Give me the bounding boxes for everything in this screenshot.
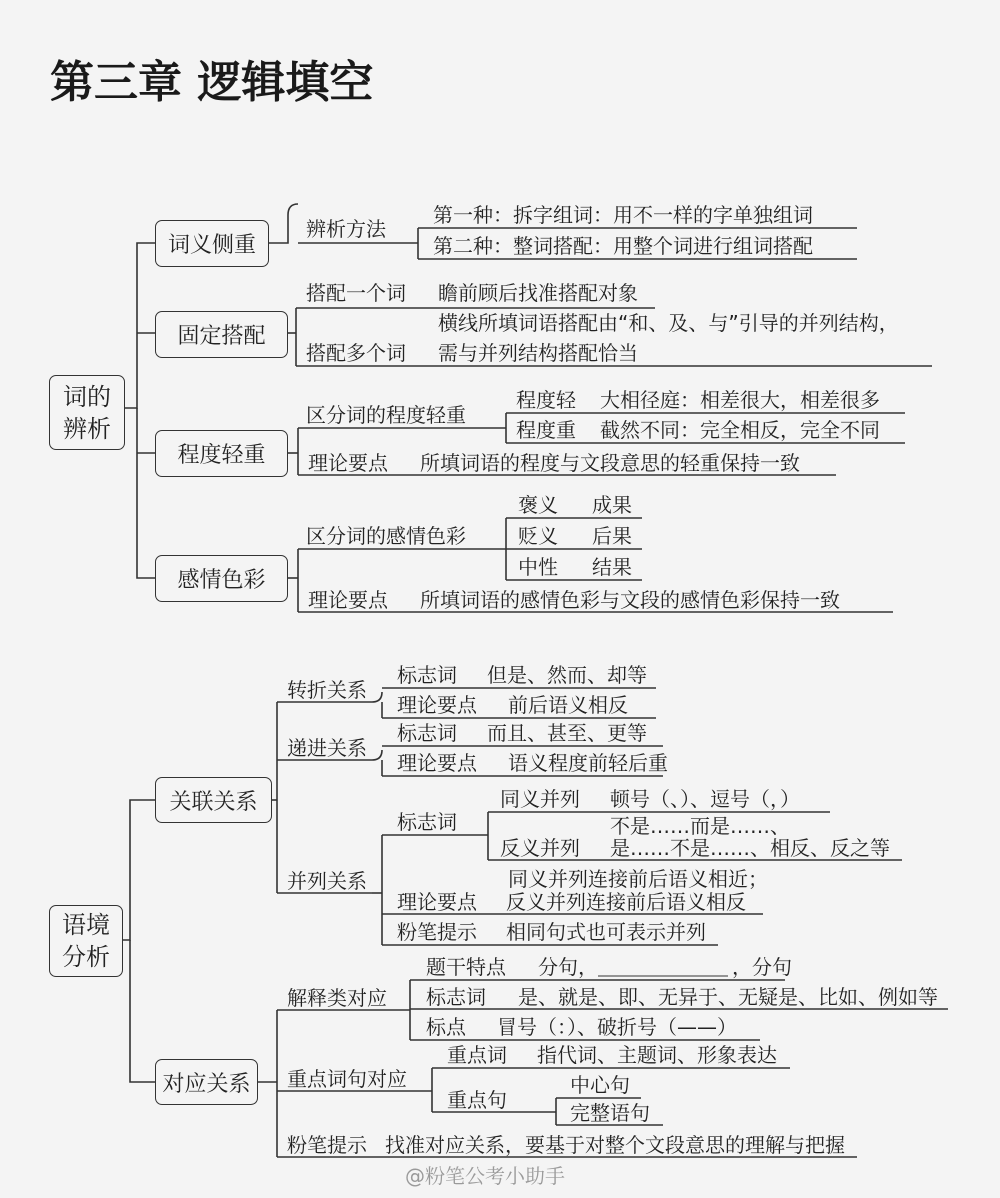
ganqing-theory: 理论要点 xyxy=(308,588,388,612)
binglie-theory-line2: 反义并列连接前后语义相反 xyxy=(506,890,746,914)
ganqing-item-value: 成果 xyxy=(592,493,632,517)
chengdu-theory: 理论要点 xyxy=(308,451,388,475)
dijin-theory-desc: 语义程度前轻后重 xyxy=(508,751,668,775)
guding-multi-line1: 横线所填词语搭配由“和、及、与”引导的并列结构， xyxy=(438,311,899,335)
zhongdian-label: 重点词句对应 xyxy=(287,1067,407,1091)
binglie-opp-line2: 是……不是……、相反、反之等 xyxy=(610,836,890,860)
binglie-theory-line1: 同义并列连接前后语义相近； xyxy=(508,867,768,891)
zhongdian-sentence: 重点句 xyxy=(447,1088,507,1112)
jieshi-punct-desc: 冒号（：）、破折号（——） xyxy=(497,1015,737,1039)
dijin-label: 递进关系 xyxy=(287,736,367,760)
binglie-same: 同义并列 xyxy=(500,787,580,811)
binglie-same-desc: 顿号（、）、逗号（，） xyxy=(610,787,800,811)
jieshi-punct: 标点 xyxy=(426,1015,466,1039)
ganqing-theory-desc: 所填词语的感情色彩与文段的感情色彩保持一致 xyxy=(420,588,840,612)
node-guanlian: 关联关系 xyxy=(155,777,272,823)
node-chengdu: 程度轻重 xyxy=(155,430,288,477)
binglie-opp: 反义并列 xyxy=(500,836,580,860)
zhongdian-center: 中心句 xyxy=(570,1073,630,1097)
chengdu-heavy-example: 截然不同：完全相反，完全不同 xyxy=(600,418,880,442)
page-title: 第三章 逻辑填空 xyxy=(50,57,374,108)
ganqing-distinguish: 区分词的感情色彩 xyxy=(306,524,466,548)
watermark: @粉笔公考小助手 xyxy=(405,1164,565,1188)
jieshi-feature-b: ，分句 xyxy=(732,955,792,979)
chengdu-light: 程度轻 xyxy=(516,388,576,412)
zhuanzhe-theory-desc: 前后语义相反 xyxy=(508,693,628,717)
ciyi-method: 辨析方法 xyxy=(306,217,386,241)
zhuanzhe-label: 转折关系 xyxy=(287,678,367,702)
root-node-word-analysis xyxy=(49,375,125,450)
binglie-theory: 理论要点 xyxy=(397,890,477,914)
root-label-line1: 词的 xyxy=(63,382,111,411)
node-ciyi: 词义侧重 xyxy=(155,220,269,267)
binglie-sign: 标志词 xyxy=(397,810,457,834)
root-label-line1: 语境 xyxy=(62,911,110,939)
ganqing-item-key: 贬义 xyxy=(518,524,558,548)
dijin-sign-desc: 而且、甚至、更等 xyxy=(487,721,647,745)
node-guding: 固定搭配 xyxy=(155,311,288,358)
binglie-tip-desc: 相同句式也可表示并列 xyxy=(506,920,706,944)
chengdu-light-example: 大相径庭：相差很大，相差很多 xyxy=(600,388,880,412)
duiying-tip-desc: 找准对应关系，要基于对整个文段意思的理解与把握 xyxy=(385,1133,845,1157)
ganqing-item-value: 结果 xyxy=(592,555,632,579)
binglie-label: 并列关系 xyxy=(287,869,367,893)
dijin-theory: 理论要点 xyxy=(397,751,477,775)
dijin-sign: 标志词 xyxy=(397,721,457,745)
root-label-line2: 分析 xyxy=(62,943,110,971)
zhuanzhe-sign-desc: 但是、然而、却等 xyxy=(487,663,647,687)
jieshi-sign: 标志词 xyxy=(426,985,486,1009)
chengdu-heavy: 程度重 xyxy=(516,418,576,442)
ganqing-item-key: 中性 xyxy=(518,555,558,579)
ganqing-item-value: 后果 xyxy=(592,524,632,548)
chengdu-distinguish: 区分词的程度轻重 xyxy=(306,403,466,427)
guding-multi-line2: 需与并列结构搭配恰当 xyxy=(438,341,638,365)
ciyi-first: 第一种：拆字组词：用不一样的字单独组词 xyxy=(433,203,813,227)
jieshi-sign-desc: 是、就是、即、无异于、无疑是、比如、例如等 xyxy=(518,985,938,1009)
jieshi-feature-a: 分句， xyxy=(538,955,598,979)
ganqing-item-key: 褒义 xyxy=(518,493,558,517)
jieshi-label: 解释类对应 xyxy=(287,986,387,1010)
zhuanzhe-sign: 标志词 xyxy=(397,663,457,687)
chengdu-theory-desc: 所填词语的程度与文段意思的轻重保持一致 xyxy=(420,451,800,475)
node-duiying: 对应关系 xyxy=(155,1059,258,1105)
zhongdian-complete: 完整语句 xyxy=(570,1101,650,1125)
root-label-line2: 辨析 xyxy=(63,414,111,443)
node-ganqing: 感情色彩 xyxy=(155,555,288,602)
duiying-tip: 粉笔提示 xyxy=(287,1133,367,1157)
guding-multi-word: 搭配多个词 xyxy=(306,341,406,365)
guding-one-word: 搭配一个词 xyxy=(306,281,406,305)
ciyi-second: 第二种：整词搭配：用整个词进行组词搭配 xyxy=(433,234,813,258)
zhuanzhe-theory: 理论要点 xyxy=(397,693,477,717)
root-node-context-analysis xyxy=(49,905,123,977)
binglie-tip: 粉笔提示 xyxy=(397,920,477,944)
zhongdian-word-desc: 指代词、主题词、形象表达 xyxy=(537,1043,777,1067)
zhongdian-word: 重点词 xyxy=(447,1043,507,1067)
jieshi-feature: 题干特点 xyxy=(426,955,506,979)
guding-one-word-desc: 瞻前顾后找准搭配对象 xyxy=(438,281,638,305)
binglie-opp-line1: 不是……而是……、 xyxy=(610,814,790,838)
